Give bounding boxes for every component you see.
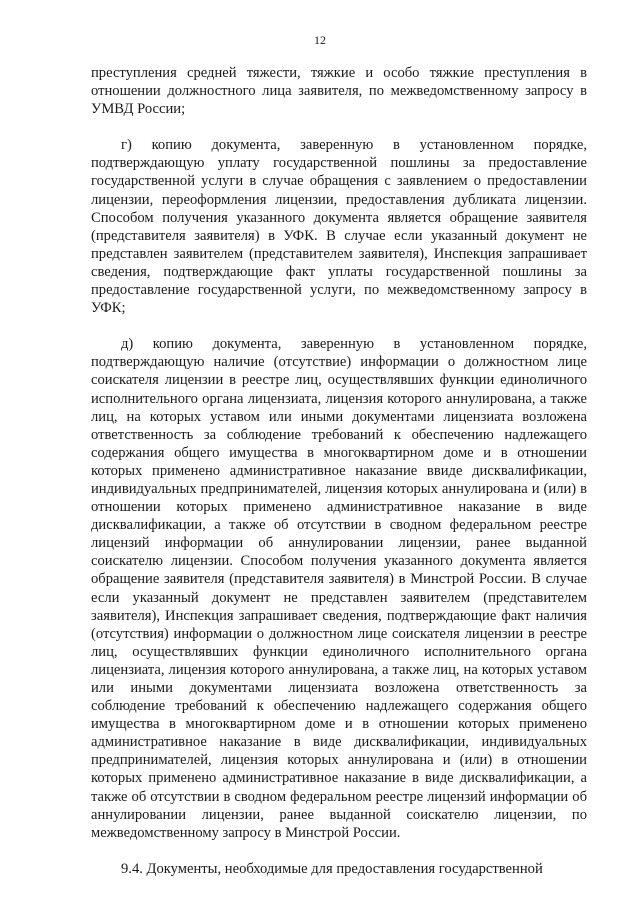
paragraph-section-9-4: 9.4. Документы, необходимые для предоставления государственной xyxy=(121,860,543,877)
paragraph-continuation: преступления средней тяжести, тяжкие и особо тяжкие преступления в отношении должностного лица заявителя, по межведомственному запросу в УМВД России; xyxy=(91,65,587,118)
paragraph-item-g: г) копию документа, заверенную в установленном порядке, подтверждающую уплату государственной пошлины за предоставление государственной услуги в случае обращения с заявлением о предоставлении лицензии, переоформления лицензии, предоставления дубликата лицензии. Способом получения указанного документа является обращение заявителя (представителя заявителя) в УФК. В случае если указанный документ не представлен заявителем (представителем заявителя), Инспекция запрашивает сведения, подтверждающие факт уплаты государственной пошлины за предоставление государственной услуги, по межведомственному запросу в УФК; xyxy=(91,137,587,317)
document-body xyxy=(91,64,587,878)
paragraph-item-d: д) копию документа, заверенную в установленном порядке, подтверждающую наличие (отсутствие) информации о должностном лице соискателя лицензии в реестре лиц, осуществлявших функции единоличного исполнительного органа лицензиата, лицензия которого аннулирована, а также лиц, на которых уставом или иными документами лицензиата возложена ответственность за соблюдение требований к обеспечению надлежащего содержания общего имущества в многоквартирном доме и в отношении которых применено административное наказание ввиде дисквалификации, индивидуальных предпринимателей, лицензия которых аннулирована и (или) в отношении которых применено административное наказание в виде дисквалификации, а также об отсутствии в сводном федеральном реестре лицензий информации об аннулировании лицензии, ранее выданной соискателю лицензии. Способом получения указанного документа является обращение заявителя (представителя заявителя) в Минстрой России. В случае если указанный документ не представлен заявителем (представителем заявителя), Инспекция запрашивает сведения, подтверждающие факт наличия (отсутствия) информации о должностном лице соискателя лицензии в реестре лиц, осуществлявших функции единоличного исполнительного органа лицензиата, лицензия которого аннулирована, а также лиц, на которых уставом или иными документами лицензиата возложена ответственность за соблюдение требований к обеспечению надлежащего содержания общего имущества в многоквартирном доме и в отношении которых применено административное наказание в виде дисквалификации, индивидуальных предпринимателей, лицензия которых аннулирована и (или) в отношении которых применено административное наказание в виде дисквалификации, а также об отсутствии в сводном федеральном реестре лицензий информации об аннулировании лицензии, ранее выданной соискателю лицензии, по межведомственному запросу в Минстрой России. xyxy=(91,336,587,841)
page-number: 12 xyxy=(314,33,326,47)
